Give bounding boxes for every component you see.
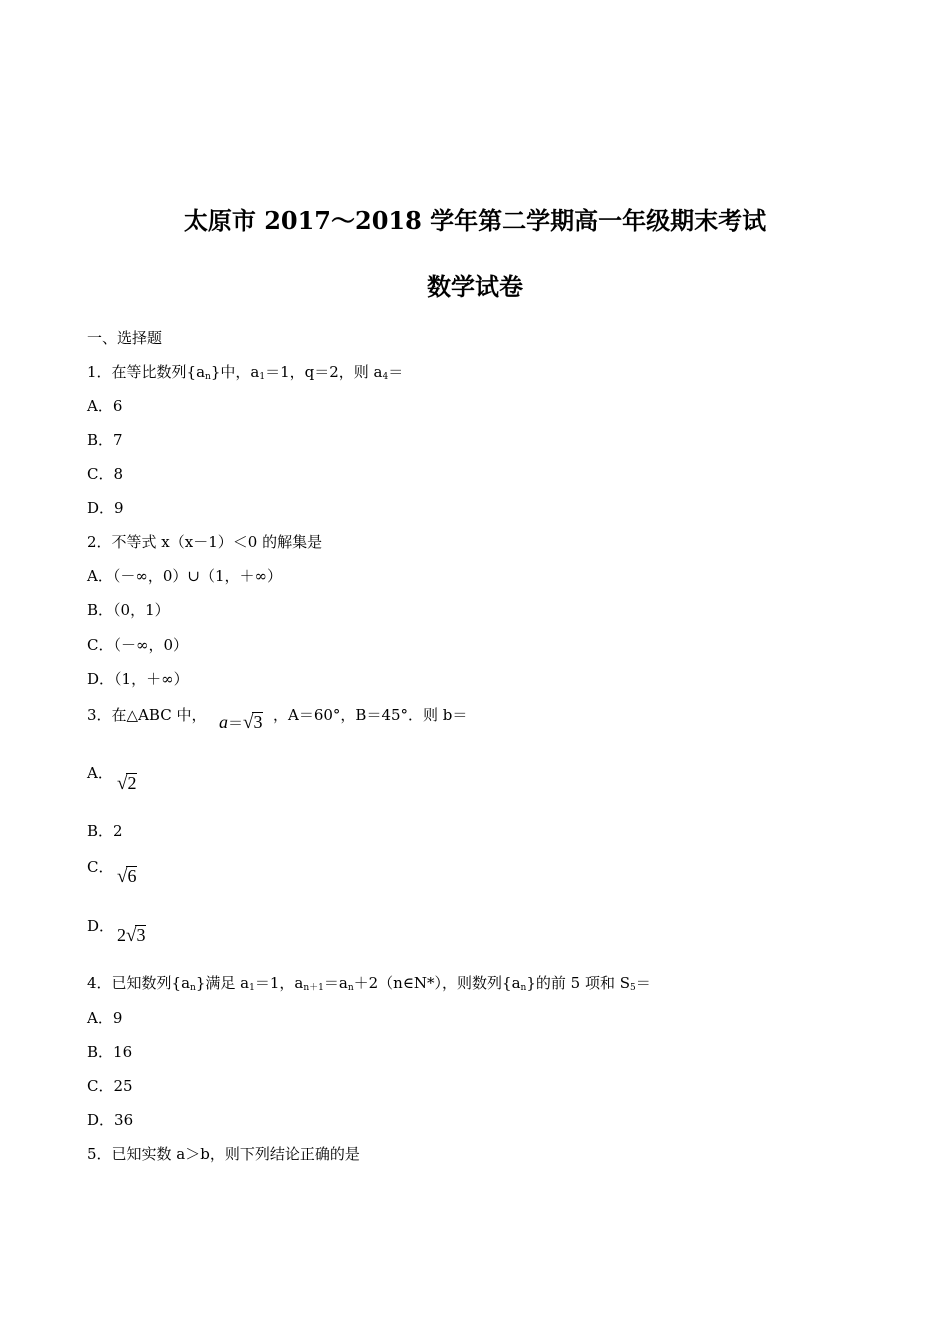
question-3-option-b: B．2 xyxy=(87,822,123,840)
question-4-option-c: C．25 xyxy=(87,1077,133,1095)
question-1-stem: 1．在等比数列$\{a_n\}$中，$a_1=1$，q＝2，则 $a_4=$ xyxy=(87,363,404,382)
sqrt-symbol: √2 xyxy=(117,773,137,794)
question-2-option-d: D．（1，＋∞） xyxy=(87,670,189,688)
question-5-stem: 5．已知实数 a＞b，则下列结论正确的是 xyxy=(87,1145,360,1163)
question-3-option-d-label: D． xyxy=(87,917,115,935)
question-1-option-a: A．6 xyxy=(87,397,123,415)
question-2-option-b: B．（0，1） xyxy=(87,601,170,619)
question-1-option-d: D．9 xyxy=(87,499,124,517)
question-4-option-b: B．16 xyxy=(87,1043,133,1061)
question-3-stem-prefix: 3．在△ABC 中， xyxy=(87,706,207,724)
sqrt-symbol: √6 xyxy=(117,866,137,887)
question-3-option-a-formula xyxy=(117,773,137,795)
question-3-stem-suffix: ，A＝60°，B＝45°．则 b＝ xyxy=(273,706,468,724)
exam-subtitle: 数学试卷 xyxy=(427,272,523,301)
question-3-option-a-label: A． xyxy=(87,764,113,782)
question-2-option-c: C．（－∞，0） xyxy=(87,636,189,654)
question-4-stem: 4．已知数列$\{a_n\}$满足 $a_1=1$，$a_{n+1}=a_n+2(n\in N*)$，则数列$\{a_n\}$的前 5 项和 $S_5=$ xyxy=(87,974,651,993)
sqrt-symbol: √3 xyxy=(126,925,146,946)
question-3-option-d-formula: 2√3 xyxy=(117,925,146,946)
question-4-option-d: D．36 xyxy=(87,1111,134,1129)
question-3-option-c-label: C． xyxy=(87,858,114,876)
question-1-option-c: C．8 xyxy=(87,465,124,483)
section-heading: 一、选择题 xyxy=(87,329,163,347)
question-3-option-c-formula xyxy=(117,866,137,888)
question-1-option-b: B．7 xyxy=(87,431,123,449)
question-2-option-a: A．（－∞，0）∪（1，＋∞） xyxy=(87,567,282,585)
question-4-option-a: A．9 xyxy=(87,1009,123,1027)
sqrt-symbol: √3 xyxy=(243,712,263,733)
question-3-stem-formula: a＝√3 xyxy=(219,712,263,733)
question-2-stem: 2．不等式 x（x－1）＜0 的解集是 xyxy=(87,533,323,551)
exam-title: 太原市 2017～2018 学年第二学期高一年级期末考试 xyxy=(183,206,767,235)
